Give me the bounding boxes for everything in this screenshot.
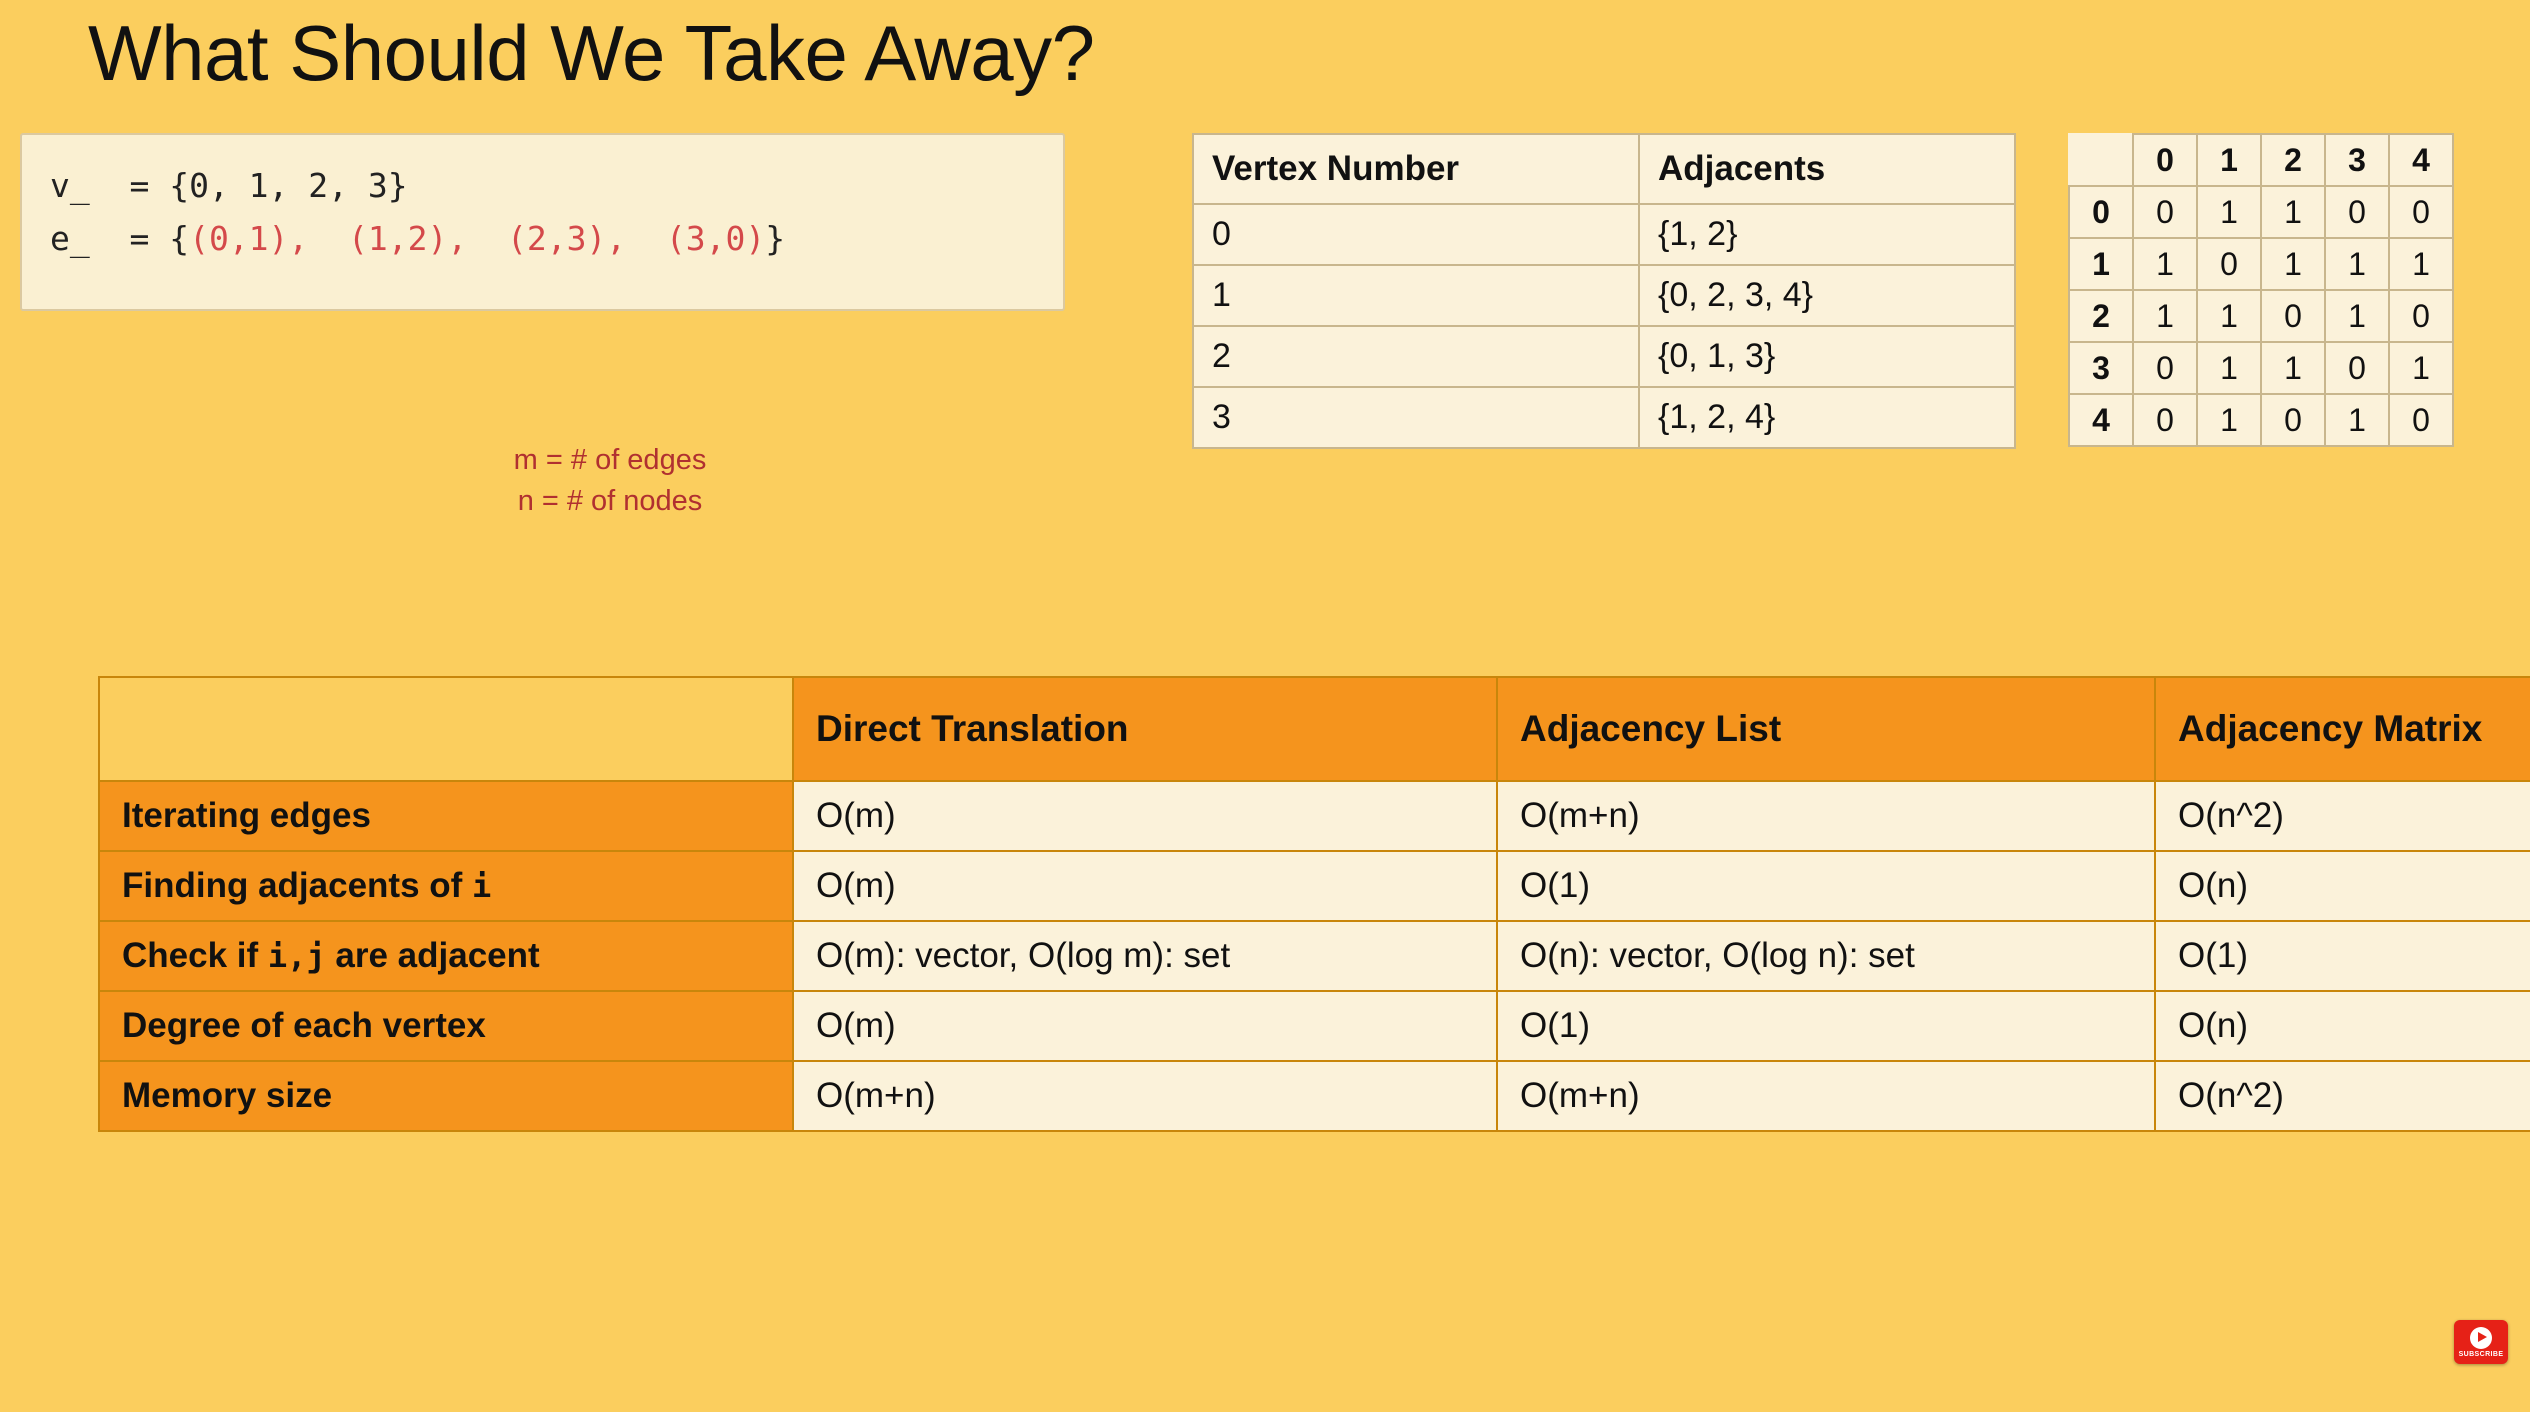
table-row <box>1193 387 2015 448</box>
matrix-cell: 1 <box>2261 238 2325 290</box>
matrix-corner-cell <box>2069 134 2133 186</box>
table-row <box>99 851 2530 921</box>
matrix-col-header: 0 <box>2133 134 2197 186</box>
comparison-row-label <box>99 781 793 851</box>
row-label-text: Finding adjacents of <box>122 866 473 905</box>
matrix-cell: 0 <box>2389 394 2453 446</box>
matrix-cell: 1 <box>2325 394 2389 446</box>
matrix-cell: 1 <box>2261 342 2325 394</box>
table-row <box>99 781 2530 851</box>
table-header-row <box>1193 134 2015 204</box>
adjacency-matrix-table <box>2068 133 2454 447</box>
matrix-cell: 0 <box>2197 238 2261 290</box>
comparison-cell-list: O(m+n) <box>1497 781 2155 851</box>
matrix-row <box>2069 342 2453 394</box>
matrix-row <box>2069 290 2453 342</box>
matrix-row-header: 0 <box>2069 186 2133 238</box>
matrix-cell: 0 <box>2261 394 2325 446</box>
comparison-cell-direct: O(m) <box>793 851 1497 921</box>
matrix-cell: 1 <box>2197 290 2261 342</box>
matrix-row-header: 4 <box>2069 394 2133 446</box>
matrix-cell: 1 <box>2133 290 2197 342</box>
matrix-row-header: 2 <box>2069 290 2133 342</box>
comparison-row-label <box>99 991 793 1061</box>
row-label-mono: i <box>472 867 492 905</box>
adjacency-list-vertex: 1 <box>1193 265 1639 326</box>
matrix-cell: 1 <box>2133 238 2197 290</box>
matrix-col-header: 1 <box>2197 134 2261 186</box>
matrix-cell: 0 <box>2261 290 2325 342</box>
table-row <box>99 1061 2530 1131</box>
matrix-cell: 0 <box>2133 394 2197 446</box>
matrix-cell: 1 <box>2197 186 2261 238</box>
comparison-row-label <box>99 1061 793 1131</box>
comparison-cell-list: O(1) <box>1497 991 2155 1061</box>
adjacency-list-adjacents: {0, 1, 3} <box>1639 326 2015 387</box>
comparison-cell-matrix: O(n^2) <box>2155 1061 2530 1131</box>
row-label-text: Memory size <box>122 1076 333 1115</box>
adjacency-list-adjacents: {0, 2, 3, 4} <box>1639 265 2015 326</box>
legend-line-edges: m = # of edges <box>513 444 707 476</box>
youtube-subscribe-button[interactable] <box>2454 1320 2508 1364</box>
adjacency-list-header-vertex: Vertex Number <box>1193 134 1639 204</box>
matrix-col-header: 2 <box>2261 134 2325 186</box>
comparison-cell-direct: O(m+n) <box>793 1061 1497 1131</box>
comparison-cell-direct: O(m) <box>793 991 1497 1061</box>
matrix-row-header: 3 <box>2069 342 2133 394</box>
code-block <box>20 133 1065 311</box>
code-line-vertices: v_ = {0, 1, 2, 3} <box>50 166 408 205</box>
matrix-cell: 0 <box>2133 186 2197 238</box>
matrix-cell: 1 <box>2325 238 2389 290</box>
comparison-cell-list: O(n): vector, O(log n): set <box>1497 921 2155 991</box>
matrix-row <box>2069 238 2453 290</box>
matrix-col-header: 4 <box>2389 134 2453 186</box>
row-label-text: Iterating edges <box>122 796 371 835</box>
comparison-cell-matrix: O(n) <box>2155 851 2530 921</box>
matrix-cell: 1 <box>2197 394 2261 446</box>
adjacency-list-adjacents: {1, 2, 4} <box>1639 387 2015 448</box>
comparison-cell-matrix: O(n) <box>2155 991 2530 1061</box>
comparison-cell-list: O(m+n) <box>1497 1061 2155 1131</box>
comparison-row-label <box>99 851 793 921</box>
comparison-cell-direct: O(m) <box>793 781 1497 851</box>
table-row <box>1193 265 2015 326</box>
adjacency-list-vertex: 3 <box>1193 387 1639 448</box>
comparison-header-blank <box>99 677 793 781</box>
matrix-cell: 1 <box>2325 290 2389 342</box>
bottom-strip <box>0 1394 2530 1412</box>
play-icon <box>2470 1327 2492 1349</box>
matrix-row <box>2069 394 2453 446</box>
adjacency-list-adjacents: {1, 2} <box>1639 204 2015 265</box>
comparison-header-adjacency-matrix: Adjacency Matrix <box>2155 677 2530 781</box>
table-row <box>99 991 2530 1061</box>
code-edge-pairs: (0,1), (1,2), (2,3), (3,0) <box>189 219 766 259</box>
row-label-text: Check if <box>122 936 268 975</box>
table-row <box>99 921 2530 991</box>
comparison-cell-direct: O(m): vector, O(log m): set <box>793 921 1497 991</box>
matrix-header-row <box>2069 134 2453 186</box>
matrix-cell: 1 <box>2389 342 2453 394</box>
comparison-row-label <box>99 921 793 991</box>
matrix-cell: 1 <box>2197 342 2261 394</box>
matrix-row-header: 1 <box>2069 238 2133 290</box>
comparison-header-adjacency-list: Adjacency List <box>1497 677 2155 781</box>
matrix-row <box>2069 186 2453 238</box>
row-label-text: Degree of each vertex <box>122 1006 486 1045</box>
comparison-cell-matrix: O(1) <box>2155 921 2530 991</box>
code-line-edges-prefix: e_ = { <box>50 219 190 259</box>
matrix-cell: 0 <box>2389 290 2453 342</box>
adjacency-list-vertex: 2 <box>1193 326 1639 387</box>
matrix-cell: 0 <box>2389 186 2453 238</box>
row-label-text-post: are adjacent <box>325 936 540 975</box>
legend <box>330 440 890 522</box>
page-title: What Should We Take Away? <box>88 9 1095 97</box>
matrix-cell: 1 <box>2261 186 2325 238</box>
adjacency-list-header-adjacents: Adjacents <box>1639 134 2015 204</box>
code-line-edges-suffix: } <box>765 219 786 259</box>
matrix-cell: 0 <box>2325 186 2389 238</box>
comparison-cell-matrix: O(n^2) <box>2155 781 2530 851</box>
adjacency-list-vertex: 0 <box>1193 204 1639 265</box>
table-row <box>1193 204 2015 265</box>
comparison-cell-list: O(1) <box>1497 851 2155 921</box>
subscribe-label: SUBSCRIBE <box>2458 1350 2504 1358</box>
matrix-cell: 0 <box>2133 342 2197 394</box>
adjacency-list-table <box>1192 133 2016 449</box>
matrix-cell: 1 <box>2389 238 2453 290</box>
matrix-cell: 0 <box>2325 342 2389 394</box>
row-label-mono: i,j <box>267 937 326 975</box>
matrix-col-header: 3 <box>2325 134 2389 186</box>
legend-line-nodes: n = # of nodes <box>517 485 703 518</box>
comparison-header-direct-translation: Direct Translation <box>793 677 1497 781</box>
table-row <box>1193 326 2015 387</box>
complexity-comparison-table <box>98 676 2530 1132</box>
comparison-header-row <box>99 677 2530 781</box>
